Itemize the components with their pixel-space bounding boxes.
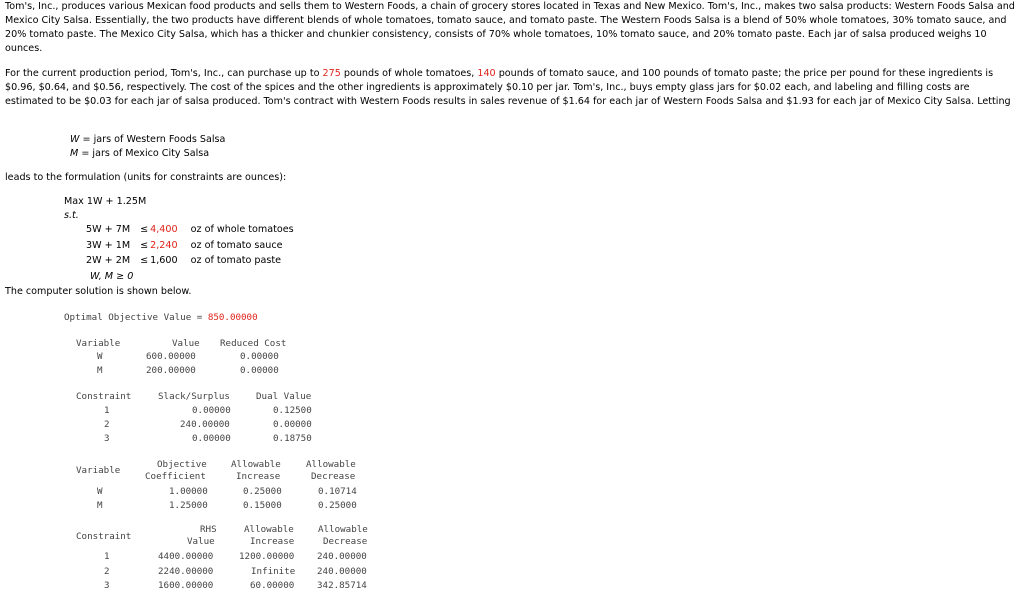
whole-tomatoes-pounds: 275 — [322, 68, 341, 79]
con-header-slack: Slack/Surplus — [158, 391, 230, 402]
constraint-row: 3W + 1M ≤ 2,240 oz of tomato sauce — [86, 239, 283, 251]
rhs-range-row-dec: 240.00000 — [317, 566, 367, 577]
constraint-row: 5W + 7M ≤ 4,400 oz of whole tomatoes — [86, 224, 294, 236]
rhs-range-row-id: 3 — [104, 580, 110, 591]
obj-range-row-dec: 0.10714 — [318, 486, 357, 497]
solution-intro: The computer solution is shown below. — [5, 286, 192, 297]
objective-value: 850.00000 — [207, 312, 258, 323]
var-row-value: 200.00000 — [146, 365, 196, 376]
var-row-reduced-cost: 0.00000 — [240, 365, 279, 376]
obj-range-row-inc: 0.25000 — [243, 486, 282, 497]
con-header-constraint: Constraint — [76, 391, 132, 402]
obj-range-header-dec2: Decrease — [311, 471, 356, 482]
obj-range-header-inc1: Allowable — [231, 459, 281, 470]
p2-text-b: pounds of whole tomatoes, — [340, 68, 478, 79]
rhs-range-header-inc2: Increase — [250, 536, 295, 547]
intro-paragraph-2 — [5, 67, 1017, 109]
con-row-id: 1 — [104, 405, 110, 416]
leads-to-text: leads to the formulation (units for constraints are ounces): — [5, 172, 287, 183]
var-row-value: 600.00000 — [146, 351, 196, 362]
rhs-range-header-dec2: Decrease — [323, 536, 368, 547]
rhs-range-row-dec: 342.85714 — [317, 580, 367, 591]
definition-w: W = jars of Western Foods Salsa — [70, 134, 226, 145]
obj-range-header-inc2: Increase — [236, 471, 281, 482]
rhs-range-row-id: 2 — [104, 566, 110, 577]
con-row-slack: 0.00000 — [192, 405, 231, 416]
obj-range-row-coef: 1.00000 — [169, 486, 208, 497]
con-header-dual: Dual Value — [256, 391, 312, 402]
rhs-range-row-inc: Infinite — [251, 566, 296, 577]
rhs-range-row-id: 1 — [104, 551, 110, 562]
con-row-id: 3 — [104, 433, 110, 444]
rhs-range-header-rhs1: RHS — [200, 524, 217, 535]
con-row-dual: 0.12500 — [273, 405, 312, 416]
intro-paragraph-1: Tom's, Inc., produces various Mexican food products and sells them to Western Foods, a chain of grocery stores located in Texas and New Mexico. Tom's, Inc., makes two salsa products: Western Foods Salsa and Mexico City Salsa. Essentially, the two products have different blends of whole tomatoes, tomato sauce, and tomato paste. The Western Foods Salsa is a blend of 50% whole tomatoes, 30% tomato sauce, and 20% tomato paste. The Mexico City Salsa, which has a thicker and chunkier consistency, consists of 70% whole tomatoes, 10% tomato sauce, and 20% tomato paste. Each jar of salsa produced weighs 10 ounces. — [5, 1, 1015, 54]
optimal-objective: Optimal Objective Value = 850.00000 — [64, 312, 258, 323]
definition-m: M = jars of Mexico City Salsa — [70, 148, 210, 159]
rhs-range-row-rhs: 2240.00000 — [158, 566, 214, 577]
p2-text-c: pounds of tomato sauce, and 100 pounds of tomato paste; the price per pound for these ingredients is $0.96, $0.64, and $0.56, respectively. The cost of the spices and the other ingredients is approximately $0.10 per jar. Tom's, Inc., buys empty glass jars for $0.02 each, and labeling and filling costs are estimated to be $0.03 for each jar of salsa produced. Tom's contract with Western Foods results in sales revenue of $1.64 for each jar of Western Foods Salsa and $1.93 for each jar of Mexico City Salsa. Letting — [5, 68, 1011, 107]
obj-range-row-coef: 1.25000 — [169, 500, 208, 511]
var-header-value: Value — [172, 338, 200, 349]
var-header-reduced-cost: Reduced Cost — [220, 338, 287, 349]
obj-range-row-var: M — [97, 500, 103, 511]
obj-range-header-coef2: Coefficient — [145, 471, 206, 482]
rhs-range-row-rhs: 4400.00000 — [158, 551, 214, 562]
rhs-range-header-dec1: Allowable — [318, 524, 368, 535]
p2-text-a: For the current production period, Tom's, Inc., can purchase up to — [5, 68, 323, 79]
var-row-name: M — [97, 365, 103, 376]
constraints-table — [86, 222, 295, 284]
rhs-range-row-inc: 1200.00000 — [239, 551, 295, 562]
con-row-dual: 0.18750 — [273, 433, 312, 444]
con-row-id: 2 — [104, 419, 110, 430]
subject-to: s.t. — [64, 209, 79, 221]
con-row-dual: 0.00000 — [273, 419, 312, 430]
var-row-reduced-cost: 0.00000 — [240, 351, 279, 362]
var-row-name: W — [97, 351, 103, 362]
obj-range-row-inc: 0.15000 — [243, 500, 282, 511]
lp-formulation — [64, 195, 295, 285]
obj-range-header-dec1: Allowable — [306, 459, 356, 470]
objective-function: Max 1W + 1.25M — [64, 196, 147, 207]
obj-range-header-coef1: Objective — [157, 459, 207, 470]
obj-range-row-var: W — [97, 486, 103, 497]
tomato-sauce-pounds: 140 — [477, 68, 496, 79]
var-header-variable: Variable — [76, 338, 121, 349]
rhs-range-header-constraint: Constraint — [76, 531, 132, 542]
con-row-slack: 240.00000 — [180, 419, 230, 430]
nonnegativity-row: W, M ≥ 0 — [90, 270, 134, 282]
rhs-range-row-rhs: 1600.00000 — [158, 580, 214, 591]
obj-range-header-variable: Variable — [76, 465, 121, 476]
rhs-range-header-rhs2: Value — [187, 536, 215, 547]
rhs-range-row-inc: 60.00000 — [250, 580, 295, 591]
rhs-range-header-inc1: Allowable — [244, 524, 294, 535]
obj-range-row-dec: 0.25000 — [318, 500, 357, 511]
rhs-range-row-dec: 240.00000 — [317, 551, 367, 562]
constraint-row: 2W + 2M ≤ 1,600 oz of tomato paste — [86, 255, 282, 267]
con-row-slack: 0.00000 — [192, 433, 231, 444]
